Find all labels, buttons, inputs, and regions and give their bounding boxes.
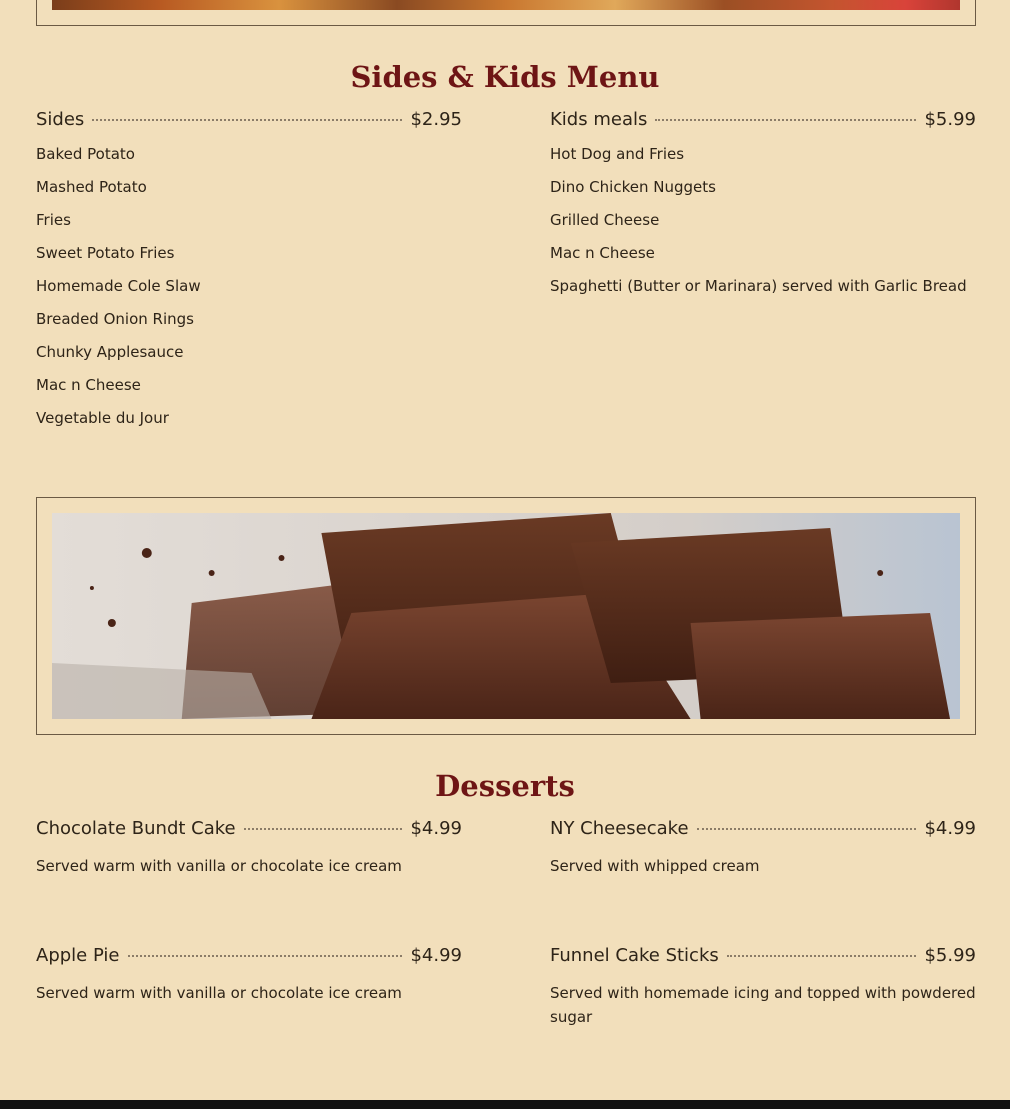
dessert-header xyxy=(550,818,976,844)
dessert-description: Served with whipped cream xyxy=(550,857,760,875)
list-item: Hot Dog and Fries xyxy=(550,145,685,163)
food-photo-frame xyxy=(36,0,976,26)
dessert-item xyxy=(550,945,976,1029)
list-item: Chunky Applesauce xyxy=(36,343,184,361)
dessert-price: $5.99 xyxy=(924,945,976,966)
dessert-name: Chocolate Bundt Cake xyxy=(36,818,236,839)
list-item: Fries xyxy=(36,211,71,229)
leader-dots xyxy=(697,828,917,830)
dessert-item xyxy=(550,818,976,878)
list-item: Spaghetti (Butter or Marinara) served with Garlic Bread xyxy=(550,277,967,295)
dessert-item xyxy=(36,945,462,1005)
list-item: Mac n Cheese xyxy=(550,244,655,262)
list-item: Baked Potato xyxy=(36,145,135,163)
dessert-price: $4.99 xyxy=(410,818,462,839)
leader-dots xyxy=(92,119,402,121)
leader-dots xyxy=(128,955,403,957)
list-item: Dino Chicken Nuggets xyxy=(550,178,716,196)
dessert-price: $4.99 xyxy=(924,818,976,839)
sides-kids-title: Sides & Kids Menu xyxy=(350,60,660,94)
dessert-description: Served warm with vanilla or chocolate ice cream xyxy=(36,857,402,875)
dessert-name: NY Cheesecake xyxy=(550,818,689,839)
list-item: Breaded Onion Rings xyxy=(36,310,194,328)
kids-column xyxy=(550,109,976,303)
list-item: Homemade Cole Slaw xyxy=(36,277,201,295)
food-photo xyxy=(52,0,960,10)
dessert-name: Funnel Cake Sticks xyxy=(550,945,719,966)
brownie-image xyxy=(52,513,960,719)
brownie-photo xyxy=(52,513,960,719)
list-item: Grilled Cheese xyxy=(550,211,660,229)
list-item: Mac n Cheese xyxy=(36,376,141,394)
sides-price: $2.95 xyxy=(410,109,462,130)
kids-list xyxy=(550,138,976,303)
dessert-header xyxy=(550,945,976,971)
list-item: Mashed Potato xyxy=(36,178,147,196)
dessert-photo-frame xyxy=(36,497,976,735)
sides-list xyxy=(36,138,462,435)
dessert-header xyxy=(36,945,462,971)
dessert-description: Served with homemade icing and topped with powdered sugar xyxy=(550,984,976,1026)
kids-price: $5.99 xyxy=(924,109,976,130)
list-item: Sweet Potato Fries xyxy=(36,244,175,262)
kids-name: Kids meals xyxy=(550,109,648,130)
dessert-price: $4.99 xyxy=(410,945,462,966)
dessert-header xyxy=(36,818,462,844)
leader-dots xyxy=(727,955,917,957)
sides-header xyxy=(36,109,462,135)
leader-dots xyxy=(244,828,403,830)
leader-dots xyxy=(655,119,916,121)
dessert-description: Served warm with vanilla or chocolate ice cream xyxy=(36,984,402,1002)
kids-header xyxy=(550,109,976,135)
dessert-item xyxy=(36,818,462,878)
footer-bar xyxy=(0,1100,1010,1109)
sides-column xyxy=(36,109,462,435)
desserts-title: Desserts xyxy=(435,769,575,803)
dessert-name: Apple Pie xyxy=(36,945,120,966)
list-item: Vegetable du Jour xyxy=(36,409,169,427)
sides-name: Sides xyxy=(36,109,85,130)
